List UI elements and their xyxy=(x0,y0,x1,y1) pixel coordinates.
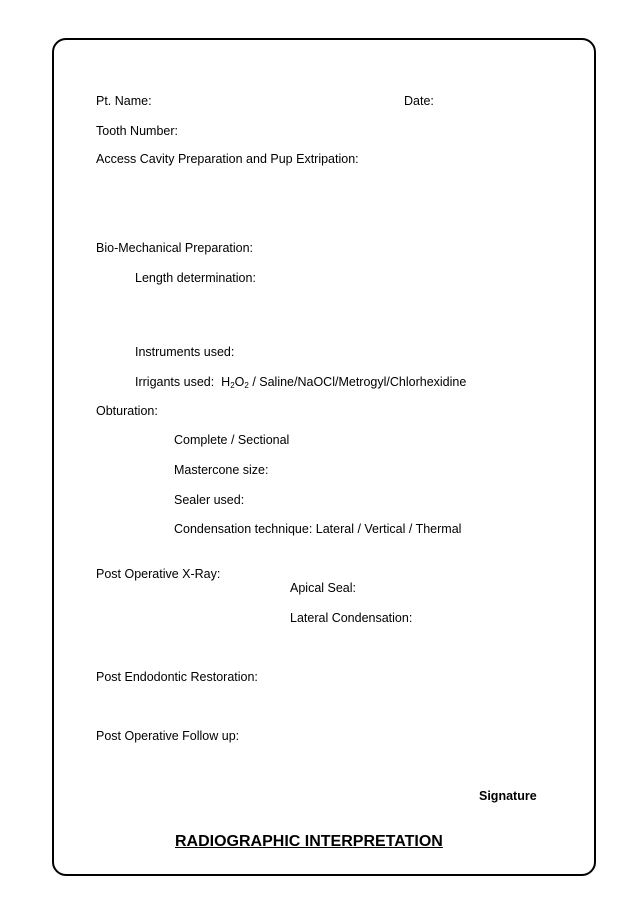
signature-label: Signature xyxy=(479,789,537,803)
irrigants-h: H xyxy=(221,375,231,389)
complete-sectional-option: Complete / Sectional xyxy=(174,433,290,447)
date-label: Date: xyxy=(404,94,434,108)
radiographic-interpretation-heading: RADIOGRAPHIC INTERPRETATION xyxy=(175,833,443,850)
irrigants-sub-1: 2 xyxy=(230,381,235,390)
lateral-condensation-label: Lateral Condensation: xyxy=(290,611,413,625)
irrigants-o: O xyxy=(234,375,245,389)
post-op-xray-label: Post Operative X-Ray: xyxy=(96,567,221,581)
condensation-technique-label: Condensation technique: Lateral / Vertical / Thermal xyxy=(174,522,462,536)
mastercone-label: Mastercone size: xyxy=(174,463,269,477)
obturation-label: Obturation: xyxy=(96,404,158,418)
length-determination-label: Length determination: xyxy=(135,271,256,285)
irrigants-options: / Saline/NaOCl/Metrogyl/Chlorhexidine xyxy=(248,375,467,389)
pt-name-label: Pt. Name: xyxy=(96,94,152,108)
post-op-followup-label: Post Operative Follow up: xyxy=(96,729,240,743)
bio-mechanical-label: Bio-Mechanical Preparation: xyxy=(96,241,254,255)
tooth-number-label: Tooth Number: xyxy=(96,124,178,138)
sealer-label: Sealer used: xyxy=(174,493,245,507)
irrigants-label: Irrigants used: xyxy=(135,375,215,389)
instruments-used-label: Instruments used: xyxy=(135,345,235,359)
irrigants-line xyxy=(135,375,466,393)
post-endo-restoration-label: Post Endodontic Restoration: xyxy=(96,670,258,684)
irrigants-sub-2: 2 xyxy=(244,381,249,390)
access-cavity-label: Access Cavity Preparation and Pup Extripation: xyxy=(96,152,359,166)
apical-seal-label: Apical Seal: xyxy=(290,581,357,595)
